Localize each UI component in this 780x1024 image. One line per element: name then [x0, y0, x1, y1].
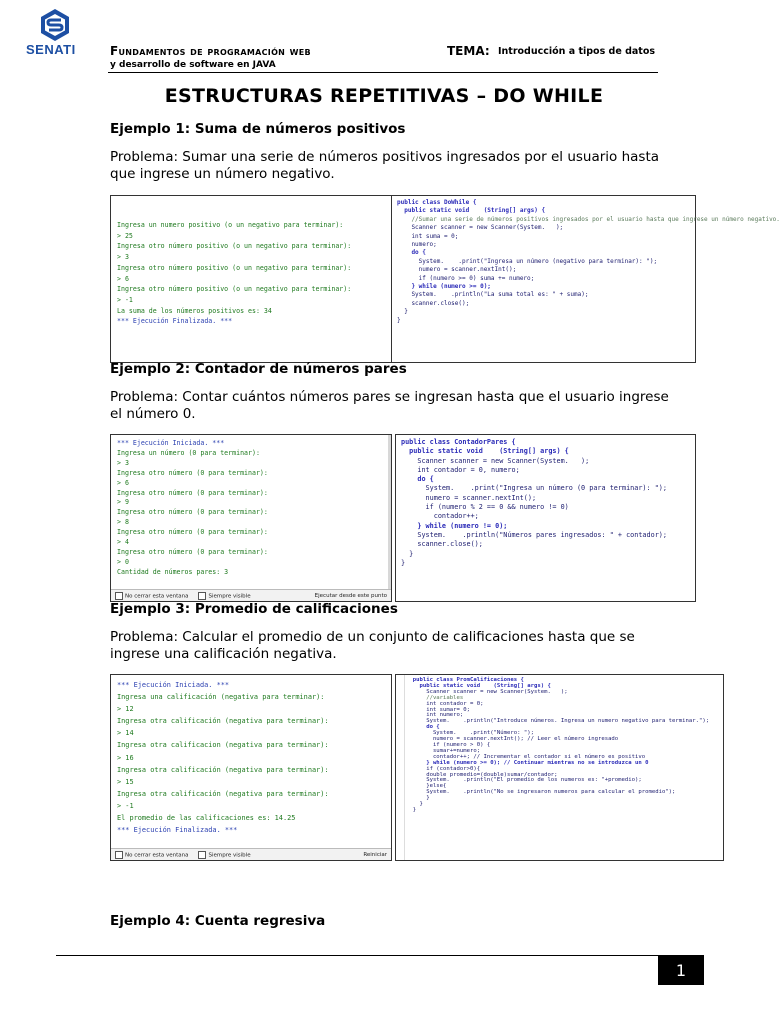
example-4-heading: Ejemplo 4: Cuenta regresiva: [110, 913, 326, 929]
code-line: }: [401, 549, 414, 558]
console-line: Ingresa otro número (0 para terminar):: [117, 468, 268, 477]
console-line: > 14: [117, 729, 134, 738]
console-line: > 6: [117, 274, 129, 283]
code-line: numero;: [397, 241, 437, 249]
console-line: Ingresa un número (0 para terminar):: [117, 448, 260, 457]
console-line: Ingresa otro número (0 para terminar):: [117, 528, 268, 537]
console-line: > 12: [117, 705, 134, 714]
code-line: do {: [406, 724, 440, 731]
code-line: do {: [397, 249, 426, 257]
console-line: Ingresa otro número positivo (o un negativo para terminar):: [117, 285, 352, 294]
example-2-code-screenshot: [395, 434, 696, 602]
console-line: Ingresa otro número (0 para terminar):: [117, 488, 268, 497]
console-line: Ingresa otro número positivo (o un negativo para terminar):: [117, 263, 352, 272]
example-3-heading: Ejemplo 3: Promedio de calificaciones: [110, 601, 398, 617]
code-line: System. .println("No se ingresaron numeros para calcular el promedio");: [406, 789, 676, 796]
logo-text: SENATI: [26, 42, 76, 57]
console-line: Ingresa una calificación (negativa para terminar):: [117, 693, 325, 702]
console-line: *** Ejecución Finalizada. ***: [117, 317, 233, 326]
code-line: System. .println("La suma total es: " + suma);: [397, 291, 589, 299]
code-line: public class PromCalificaciones {: [406, 677, 524, 683]
code-line: public static void (String[] args) {: [401, 447, 569, 456]
code-line: }: [401, 558, 406, 567]
code-line: }: [406, 795, 430, 802]
console-line: > 4: [117, 538, 129, 547]
always-visible-checkbox[interactable]: Siempre visible: [198, 592, 250, 600]
console-line: > 0: [117, 557, 129, 566]
code-line: } while (numero >= 0); // Continuar mientras no se introduzca un 0: [406, 759, 649, 766]
code-line: System. .print("Ingresa un número (negativo para terminar): ");: [397, 257, 658, 265]
example-1-code-screenshot: [391, 195, 780, 363]
code-line: numero = scanner.nextInt(); // Leer el número ingresado: [406, 736, 619, 743]
console-line: > 25: [117, 231, 133, 240]
code-line: numero = scanner.nextInt();: [401, 493, 537, 502]
code-line: if (contador>0){: [406, 765, 481, 772]
code-line: Scanner scanner = new Scanner(System. );: [406, 688, 568, 695]
example-2-console-screenshot: [110, 434, 392, 602]
code-line: int contador = 0;: [406, 700, 484, 707]
restart-button[interactable]: Reiniciar: [363, 851, 387, 858]
example-2-problem: Problema: Contar cuántos números pares se ingresan hasta que el usuario ingrese el número 0.: [110, 389, 669, 422]
code-line: } while (numero != 0);: [401, 521, 508, 530]
code-line: }: [406, 806, 417, 813]
code-line: scanner.close();: [397, 299, 470, 307]
code-listing: [396, 435, 695, 571]
console-line: Ingresa otra calificación (negativa para terminar):: [117, 789, 329, 798]
console-output: [111, 675, 391, 840]
code-line: Scanner scanner = new Scanner(System. );: [397, 224, 564, 232]
console-line: Ingresa otro número (0 para terminar):: [117, 508, 268, 517]
code-line: }: [397, 316, 401, 324]
example-3-problem: Problema: Calcular el promedio de un conjunto de calificaciones hasta que se ingrese una calificación negativa.: [110, 629, 635, 662]
course-title: Fundamentos de programación web: [110, 44, 311, 58]
console-line: > 3: [117, 253, 129, 262]
code-line: if (numero >= 0) suma += numero;: [397, 274, 535, 282]
console-line: > 15: [117, 777, 134, 786]
console-line: > -1: [117, 295, 133, 304]
console-line: *** Ejecución Iniciada. ***: [117, 439, 225, 447]
code-line: public class DoWhile {: [397, 199, 477, 206]
code-line: public class ContadorPares {: [401, 438, 516, 446]
code-line: int contador = 0, numero;: [401, 465, 520, 474]
code-line: int suma = 0;: [397, 232, 459, 240]
example-1-console-screenshot: [110, 195, 392, 363]
code-line: System. .println("Números pares ingresados: " + contador);: [401, 530, 667, 539]
console-line: Cantidad de números pares: 3: [117, 567, 229, 576]
code-line: System. .println("El promedio de los numeros es: "+promedio);: [406, 777, 642, 784]
console-line: *** Ejecución Finalizada. ***: [117, 826, 238, 835]
code-line: contador++;: [401, 512, 479, 521]
console-line: > 8: [117, 518, 129, 527]
code-line: public static void (String[] args) {: [406, 682, 551, 689]
example-3-console-screenshot: [110, 674, 392, 861]
header-divider: [108, 72, 658, 73]
keep-open-checkbox[interactable]: No cerrar esta ventana: [115, 851, 188, 859]
console-bottom-bar: [111, 848, 391, 860]
code-line: //variables: [406, 694, 464, 701]
code-line: System. .println("Introduce números. Ingresa un numero negativo para terminar.");: [406, 718, 710, 725]
code-line: double promedio=(double)sumar/contador;: [406, 771, 558, 778]
console-line: Ingresa un numero positivo (o un negativo para terminar):: [117, 221, 344, 229]
console-output: [111, 435, 391, 582]
console-line: *** Ejecución Iniciada. ***: [117, 681, 230, 689]
console-line: > 6: [117, 478, 129, 487]
console-line: > 16: [117, 753, 134, 762]
code-line: } while (numero >= 0);: [397, 283, 491, 291]
code-line: sumar+=numero;: [406, 747, 481, 754]
code-line: do {: [401, 475, 434, 484]
page-number: 1: [658, 955, 704, 985]
always-visible-checkbox[interactable]: Siempre visible: [198, 851, 250, 859]
code-line: Scanner scanner = new Scanner(System. );: [401, 456, 590, 465]
console-line: Ingresa otra calificación (negativa para terminar):: [117, 717, 329, 726]
tema-label: TEMA:: [447, 44, 490, 58]
run-from-here-button[interactable]: Ejecutar desde este punto: [314, 592, 387, 599]
footer-divider: [56, 955, 658, 956]
example-1-problem: Problema: Sumar una serie de números positivos ingresados por el usuario hasta que ingrese un número negativo.: [110, 149, 660, 182]
console-line: Ingresa otro número positivo (o un negativo para terminar):: [117, 242, 352, 251]
console-line: Ingresa otro número (0 para terminar):: [117, 547, 268, 556]
code-line: }: [397, 308, 408, 316]
code-line: }: [406, 801, 423, 808]
code-line: numero = scanner.nextInt();: [397, 266, 517, 274]
code-line: public static void (String[] args) {: [397, 207, 546, 215]
senati-logo-icon: [38, 8, 72, 42]
code-line: if (numero > 0) {: [406, 741, 491, 748]
example-3-code-screenshot: [395, 674, 724, 861]
editor-gutter: [398, 675, 405, 860]
example-1-heading: Ejemplo 1: Suma de números positivos: [110, 121, 406, 137]
code-line: System. .print("Número: ");: [406, 730, 534, 737]
keep-open-checkbox[interactable]: No cerrar esta ventana: [115, 592, 188, 600]
console-bottom-bar: [111, 589, 391, 601]
code-line: System. .print("Ingresa un número (0 para terminar): ");: [401, 484, 667, 493]
code-line: contador++; // Incrementar el contador si el número es positivo: [406, 753, 646, 760]
code-line: if (numero % 2 == 0 && numero != 0): [401, 503, 569, 512]
console-line: Ingresa otra calificación (negativa para terminar):: [117, 765, 329, 774]
code-line: int numero;: [406, 712, 464, 719]
code-line: }else{: [406, 783, 447, 790]
console-scrollbar[interactable]: [388, 435, 391, 589]
console-line: > -1: [117, 801, 134, 810]
code-line: scanner.close();: [401, 540, 483, 549]
tema-value: Introducción a tipos de datos: [498, 46, 656, 57]
course-subtitle: y desarrollo de software en JAVA: [110, 60, 276, 70]
console-line: > 9: [117, 498, 129, 507]
code-line: //Sumar una serie de números positivos ingresados por el usuario hasta que ingrese un número negativo.: [397, 215, 780, 223]
example-2-heading: Ejemplo 2: Contador de números pares: [110, 361, 407, 377]
console-line: La suma de los números positivos es: 34: [117, 306, 272, 315]
code-listing: [392, 196, 780, 328]
console-output: [111, 196, 391, 331]
console-line: > 3: [117, 458, 129, 467]
document-title: ESTRUCTURAS REPETITIVAS – DO WHILE: [164, 85, 604, 107]
code-listing: [396, 675, 723, 817]
console-line: Ingresa otra calificacion (negativa para terminar):: [117, 741, 329, 750]
code-line: int sumar= 0;: [406, 706, 470, 713]
console-line: El promedio de las calificaciones es: 14.25: [117, 814, 296, 823]
